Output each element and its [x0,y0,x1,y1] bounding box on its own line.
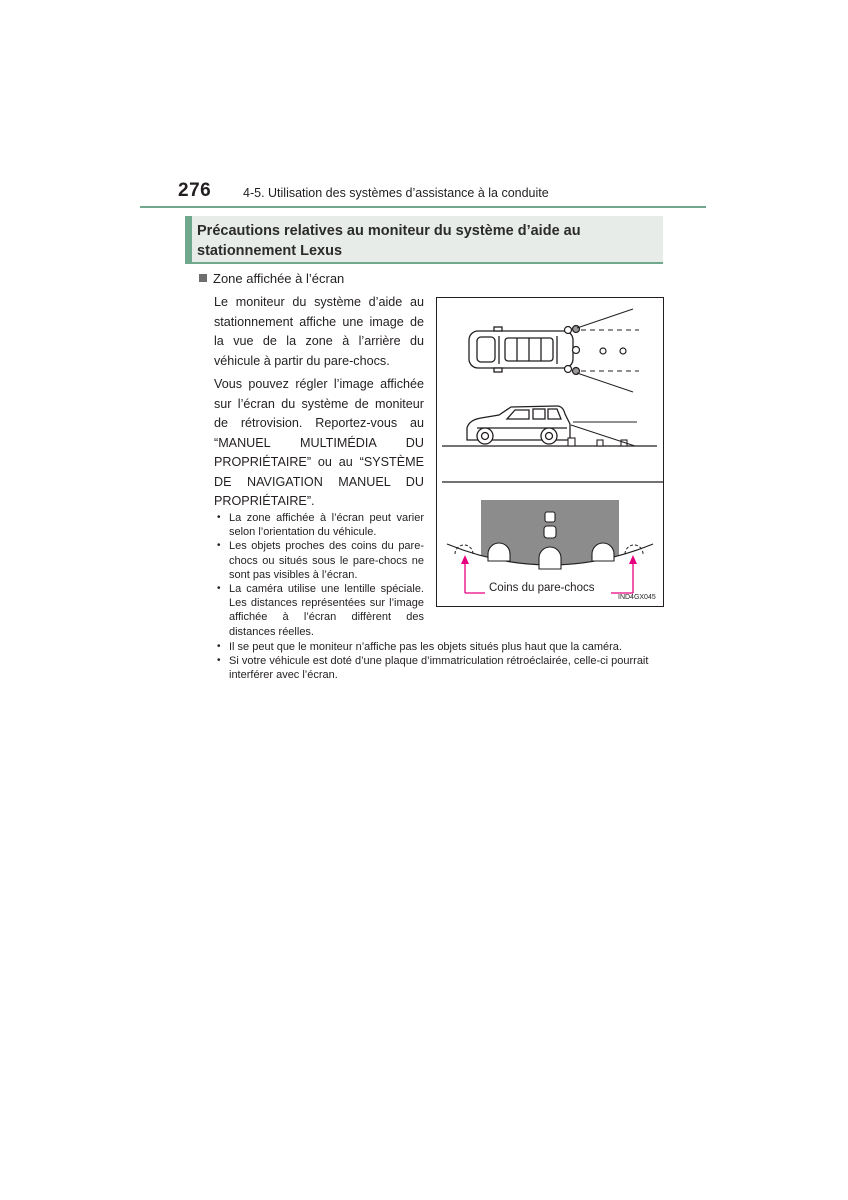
camera-view-lines [577,309,639,392]
side-view-markers [568,438,627,446]
vehicle-side-view [467,406,570,444]
square-bullet-icon [199,274,207,282]
note-item: • Il se peut que le moniteur n’affiche pas les objets situés plus haut que la caméra. [214,640,664,654]
header-divider [140,206,706,208]
notes-list-narrow [214,511,424,639]
note-item: • Les objets proches des coins du pare-chocs ou situés sous le pare-chocs ne sont pas visibles à l’écran. [214,539,424,582]
parking-monitor-figure [436,297,664,607]
figure-illustration [437,298,663,606]
note-item: • Si votre véhicule est doté d’une plaque d’immatriculation rétroéclairée, celle-ci pourrait interférer avec l’écran. [214,654,664,682]
paragraph-adjust-image: Vous pouvez régler l’image affichée sur l’écran du système de moniteur de rétrovision. Reportez-vous au “MANUEL MULTIMÉDIA DU PROPRIÉTAIRE” ou au “SYSTÈME DE NAVIGATION MANUEL DU PROPRIÉTAIRE”. [214,377,424,508]
notes-list-wide [214,640,664,683]
note-item: • La caméra utilise une lentille spéciale. Les distances représentées sur l’image affichée à l’écran diffèrent des distances réelles. [214,582,424,639]
page-number: 276 [178,180,212,201]
note-item: • La zone affichée à l’écran peut varier selon l’orientation du véhicule. [214,511,424,539]
vehicle-top-view [469,327,573,372]
top-view-sensors [565,326,627,375]
paragraph-display-area: Le moniteur du système d’aide au stationnement affiche une image de la vue de la zone à l’arrière du véhicule à partir du pare-chocs. [214,295,424,368]
subsection-title: Zone affichée à l’écran [213,271,345,286]
figure-code: IND4GX045 [618,594,656,601]
section-title: Précautions relatives au moniteur du système d’aide au stationnement Lexus [197,223,581,259]
subsection-heading [199,271,344,286]
bumper-corners-label: Coins du pare-chocs [489,582,595,594]
chapter-title: 4-5. Utilisation des systèmes d’assistance à la conduite [243,186,549,200]
